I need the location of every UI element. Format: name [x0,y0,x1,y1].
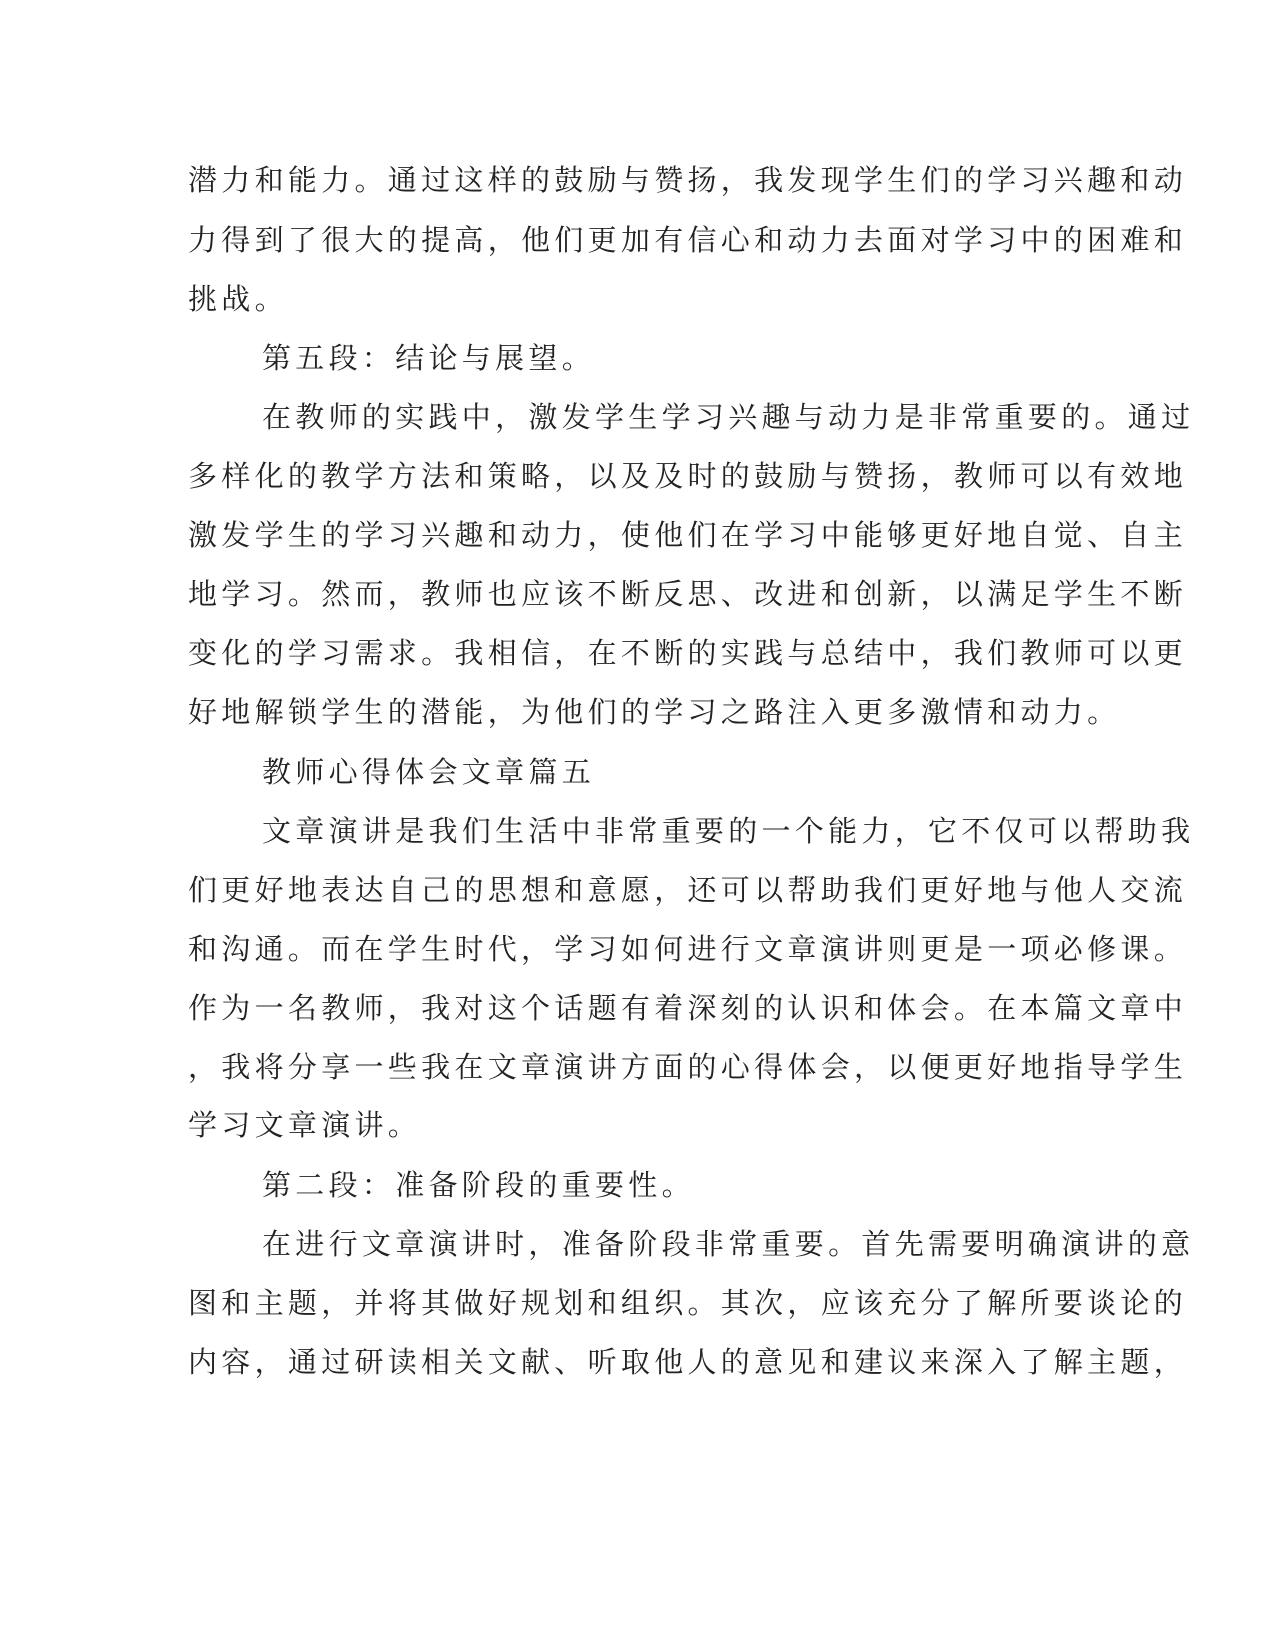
article-title: 教师心得体会文章篇五 [262,755,596,789]
section-heading: 第五段：结论与展望。 [262,341,596,375]
text-line: 和沟通。而在学生时代，学习如何进行文章演讲则更是一项必修课。 [188,932,1188,966]
text-line: 变化的学习需求。我相信，在不断的实践与总结中，我们教师可以更 [188,636,1188,670]
text-line: 们更好地表达自己的思想和意愿，还可以帮助我们更好地与他人交流 [188,873,1188,907]
text-line: 力得到了很大的提高，他们更加有信心和动力去面对学习中的困难和 [188,223,1188,257]
text-line: 地学习。然而，教师也应该不断反思、改进和创新，以满足学生不断 [188,577,1188,611]
text-line: 图和主题，并将其做好规划和组织。其次，应该充分了解所要谈论的 [188,1286,1188,1320]
text-line: 作为一名教师，我对这个话题有着深刻的认识和体会。在本篇文章中 [188,991,1188,1025]
text-line: 多样化的教学方法和策略，以及及时的鼓励与赞扬，教师可以有效地 [188,459,1188,493]
text-line: 在进行文章演讲时，准备阶段非常重要。首先需要明确演讲的意 [262,1227,1195,1261]
section-heading: 第二段：准备阶段的重要性。 [262,1168,695,1202]
text-line: 激发学生的学习兴趣和动力，使他们在学习中能够更好地自觉、自主 [188,518,1188,552]
text-line: 潜力和能力。通过这样的鼓励与赞扬，我发现学生们的学习兴趣和动 [188,163,1188,197]
text-line: 好地解锁学生的潜能，为他们的学习之路注入更多激情和动力。 [188,695,1121,729]
text-line: 挑战。 [188,282,288,316]
text-line: ，我将分享一些我在文章演讲方面的心得体会，以便更好地指导学生 [188,1050,1188,1084]
text-line: 学习文章演讲。 [188,1108,422,1142]
text-line: 内容，通过研读相关文献、听取他人的意见和建议来深入了解主题， [188,1345,1188,1379]
text-line: 在教师的实践中，激发学生学习兴趣与动力是非常重要的。通过 [262,400,1195,434]
text-line: 文章演讲是我们生活中非常重要的一个能力，它不仅可以帮助我 [262,814,1195,848]
